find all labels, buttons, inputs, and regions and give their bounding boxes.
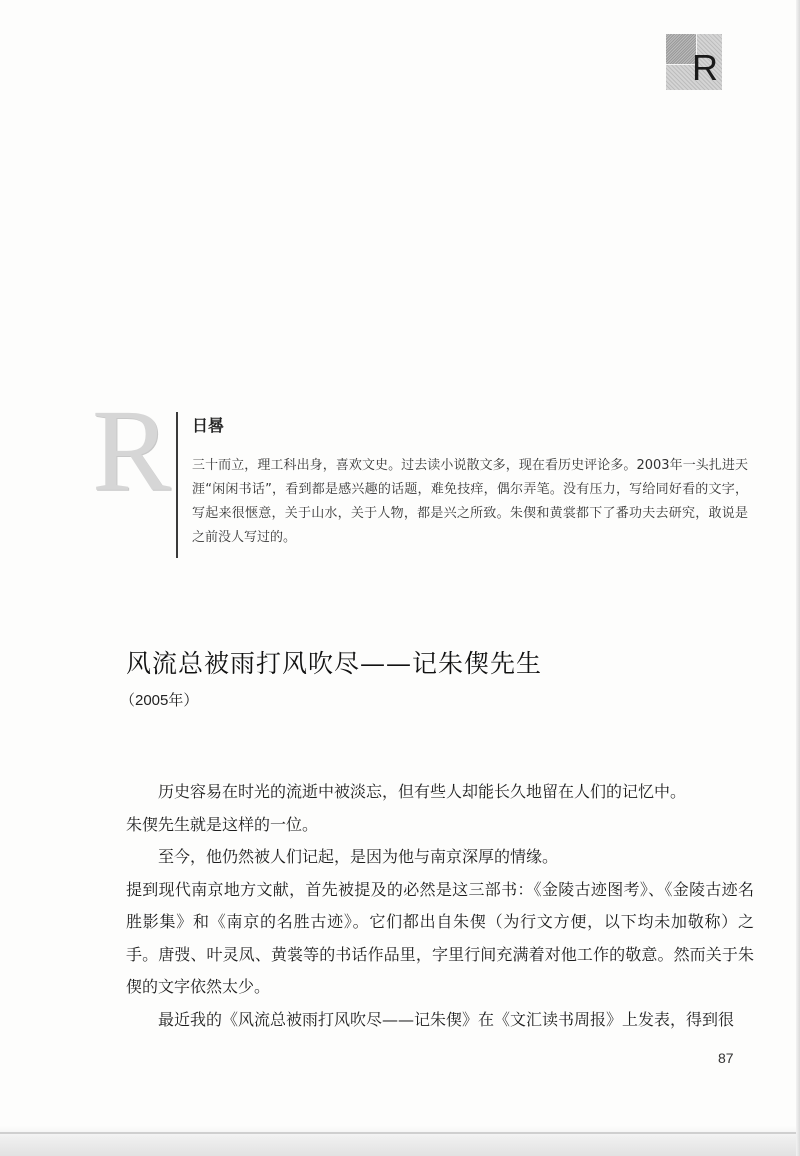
author-initial: R: [92, 385, 171, 516]
article-title: 风流总被雨打风吹尽——记朱偰先生: [126, 649, 543, 678]
article-year: （2005年）: [120, 692, 199, 709]
body-paragraph: 最近我的《风流总被雨打风吹尽——记朱偰》在《文汇读书周报》上发表，得到很: [158, 1009, 735, 1029]
section-tab: [666, 34, 722, 90]
scan-edge-line: [0, 1132, 800, 1134]
page-number: 87: [718, 1050, 734, 1066]
article-body: [126, 776, 754, 1036]
body-paragraph: 提到现代南京地方文献，首先被提及的必然是这三部书：《金陵古迹图考》、《金陵古迹名胜影集》和《南京的名胜古迹》。它们都出自朱偰（为行文方便，以下均未加敬称）之手。唐弢、叶灵凤、黄裳等的书话作品里，字里行间充满着对他工作的敬意。然而关于朱偰的文字依然太少。: [126, 879, 754, 996]
divider-line: [176, 412, 178, 558]
author-name: 日晷: [192, 416, 225, 435]
scan-edge-right: [796, 0, 800, 1156]
scan-edge-bottom: [0, 1126, 800, 1156]
author-bio: 三十而立，理工科出身，喜欢文史。过去读小说散文多，现在看历史评论多。2003年一头扎进天涯“闲闲书话”，看到都是感兴趣的话题，难免技痒，偶尔弄笔。没有压力，写给同好看的文字，写起来很惬意，关于山水，关于人物，都是兴之所致。朱偰和黄裳都下了番功夫去研究，敢说是之前没人写过的。: [192, 458, 748, 545]
body-paragraph: 至今，他仍然被人们记起，是因为他与南京深厚的情缘。: [158, 847, 559, 866]
section-tab-letter: R: [692, 47, 718, 88]
body-paragraph: 历史容易在时光的流逝中被淡忘，但有些人却能长久地留在人们的记忆中。: [158, 782, 687, 801]
body-paragraph: 朱偰先生就是这样的一位。: [126, 814, 319, 834]
